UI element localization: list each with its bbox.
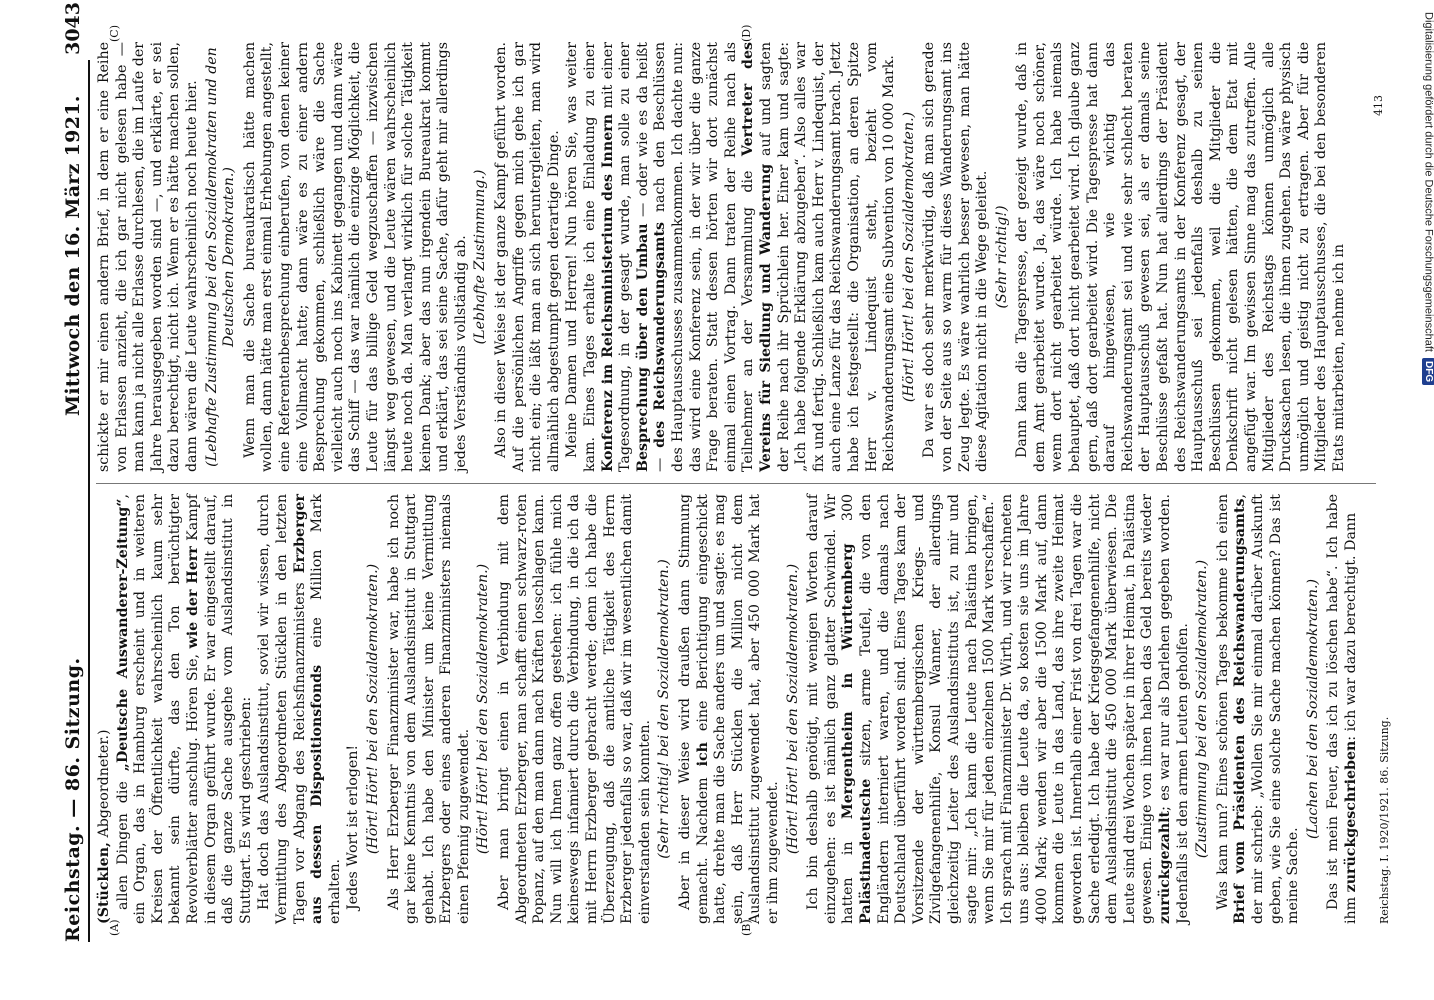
header-left: Reichstag. — 86. Sitzung. — [62, 657, 84, 942]
interjection-note: (Hört! Hört! bei den Sozialdemokraten.) — [475, 563, 492, 855]
interjection-note: (Hört! Hört! bei den Sozialdemokraten.) — [784, 563, 801, 855]
interjection-note: (Hört! Hört! bei den Sozialdemokraten.) — [364, 563, 381, 855]
interjection-note: (Lebhafte Zustimmung bei den Sozialdemokraten und den Deutschen Demokraten.) — [203, 47, 238, 467]
paragraph: Also in dieser Weise ist der ganze Kampf geführt worden. Auf die persönlichen Angriffe gegen mich gehe ich gar nicht ein; die läßt man an sich heruntergleiten, man wird allmählich abgestumpft gegen derartige Dinge. — [493, 42, 562, 472]
paragraph: (Stücklen, Abgeordneter.) — [96, 729, 112, 924]
margin-mark-d: (D) — [740, 24, 753, 42]
interjection-note: (Lachen bei den Sozialdemokraten.) — [1304, 578, 1321, 840]
header-right: Mittwoch den 16. März 1921. — [62, 95, 84, 416]
margin-mark-a: (A) — [108, 919, 121, 936]
page-number: 3043 — [62, 2, 84, 55]
paragraph: Das ist mein Feuer, das ich zu löschen habe“. Ich habe ihm zurückgeschrieben: ich war dazu berechtigt. Dann — [1325, 494, 1359, 924]
dfg-logo: DFG — [1422, 358, 1434, 385]
running-header — [56, 0, 90, 942]
margin-mark-b: (B) — [740, 919, 753, 936]
footer-page-marker: 413 — [1372, 95, 1385, 116]
header-rule — [88, 60, 90, 942]
paragraph: Ich bin deshalb genötigt, mit wenigen Worten darauf einzugehen: es ist nämlich ganz glatter Schwindel. Wir hatten in Mergentheim in Württemberg 300 Palästinadeutsche sitzen, arme Teufel, die von den Engländern interniert waren, und die damals nach Deutschland überführt worden sind. Eines Tages kam der Vorsitzende der württembergischen Kriegs- und Zivilgefangenenhilfe, Konsul Wanner, der allerdings gleichzeitig Leiter des Auslandsinstituts ist, zu mir und sagte mir: „Ich kann die Leute nach Palästina bringen, wenn Sie mir für jeden einzelnen 1500 Mark verschaffen.“ Ich sprach mit Finanzminister Dr. Wirth, und wir rechneten uns aus: bleiben die Leute da, so kosten sie uns im Jahre 4000 Mark; wenden wir aber die 1500 Mark auf, dann kommen die Leute in das Land, das ihre zweite Heimat geworden ist. Innerhalb einer Frist von drei Tagen war die Sache erledigt. Ich habe der Kriegsgefangenenhilfe, nicht dem Auslandsinstitut die 450 000 Mark überwiesen. Die Leute sind drei Wochen später in ihrer Heimat, in Palästina gewesen. Einige von ihnen haben das Geld bereits wieder zurückgezahlt; es war nur als Darlehen gegeben worden. Jedenfalls ist den armen Leuten geholfen. — [805, 493, 1191, 924]
footer-citation: Reichstag. I. 1920/1921. 86. Sitzung. — [1378, 716, 1391, 924]
interjection-note: (Lebhafte Zustimmung.) — [472, 169, 489, 345]
interjection-note: (Zustimmung bei den Sozialdemokraten.) — [1194, 559, 1211, 859]
column-divider — [96, 483, 1376, 484]
paragraph: Hat doch das Auslandsinstitut, soviel wir wissen, durch Vermittlung des Abgeordneten Stücklen in den letzten Tagen vor Abgang des Reichsfinanzministers Erzberger aus dessen Dispositionsfonds eine Million Mark erhalten. — [256, 493, 343, 924]
right-column — [96, 42, 1350, 472]
paragraph: schickte er mir einen andern Brief, in dem er eine Reihe von Erlassen anzieht, die ich gar nicht gelesen habe — man kann ja nicht alle Erlasse durchlesen, die im Laufe der Jahre herausgegeben worden sind —, und erklärte, er sei dazu berechtigt, nicht ich. Wenn er es hätte machen sollen, dann wären die Leute wahrscheinlich noch heute hier. — [96, 42, 200, 472]
left-column — [96, 494, 1362, 924]
credit-text: Digitalisierung gefördert durch die Deutsche Forschungsgemeinschaft — [1422, 12, 1434, 352]
paragraph: allen Dingen die „Deutsche Auswanderer-Zeitung“, ein Organ, das in Hamburg erscheint und in weiteren Kreisen der Öffentlichkeit wahrscheinlich kaum sehr bekannt sein dürfte, das den Ton berüchtigter Revolverblätter anschlug. Hören Sie, wie der Herr Kampf in diesem Organ geführt wurde. Er war eingestellt darauf, daß die ganze Sache ausgehe vom Auslandsinstitut in Stuttgart. Es wird geschrieben: — [114, 493, 254, 924]
interjection-note: (Sehr richtig! bei den Sozialdemokraten.) — [656, 559, 673, 859]
paragraph: Da war es doch sehr merkwürdig, daß man sich gerade von der Seite aus so warm für dieses Wanderungsamt ins Zeug legte. Es wäre wahrlich besser gewesen, man hätte diese Agitation nicht in die Wege geleitet. — [921, 42, 991, 472]
paragraph: Aber man bringt einen in Verbindung mit dem Abgeordneten Erzberger, man schafft einen schwarz-roten Popanz, auf den man dann nach Kräften losschlagen kann. Nun will ich Ihnen ganz offen gestehen: ich fühle mich keineswegs infamiert durch die Verbindung, in die ich da mit Herrn Erzberger gebracht werde; denn ich habe die Überzeugung, daß die amtliche Tätigkeit des Herrn Erzberger jedenfalls so war, daß wir im wesentlichen damit einverstanden sein konnten. — [496, 494, 653, 924]
paragraph: Aber in dieser Weise wird draußen dann Stimmung gemacht. Nachdem ich eine Berichtigung eingeschickt hatte, drehte man die Sache anders um und sagte: es mag sein, daß Herr Stücklen die Million nicht dem Auslandsinstitut zugewendet hat, aber 450 000 Mark hat er ihm zugewendet. — [677, 494, 781, 924]
interjection-note: (Sehr richtig!) — [993, 205, 1010, 309]
margin-mark-c: (C) — [108, 25, 121, 42]
digitization-credit — [1422, 12, 1434, 385]
interjection-note: (Hört! Hört! bei den Sozialdemokraten.) — [900, 111, 917, 403]
paragraph: Meine Damen und Herren! Nun hören Sie, was weiter kam. Eines Tages erhalte ich eine Einladung zu einer Konferenz im Reichsministerium des Innern mit einer Tagesordnung, in der gesagt wurde, man solle zu einer Besprechung über den Umbau — oder wie es da heißt — des Reichswanderungsamts nach den Beschlüssen des Hauptausschusses zusammenkommen. Ich dachte nun: das wird eine Konferenz sein, in der wir über die ganze Frage beraten. Statt dessen hörten wir dort zunächst einmal einen Vortrag. Dann traten der Reihe nach als Teilnehmer an der Versammlung die Vertreter des Vereins für Siedlung und Wanderung auf und sagten der Reihe nach ihr Sprüchlein her. Einer kam und sagte: „Ich habe folgende Erklärung abzugeben“. Also alles war fix und fertig. Schließlich kam auch Herr v. Lindequist, der auch eine Lanze für das Reichswanderungsamt brach. Jetzt habe ich festgestellt: die Organisation, an deren Spitze Herr v. Lindequist steht, bezieht vom Reichswanderungsamt eine Subvention von 10 000 Mark. — [564, 41, 898, 472]
paragraph: Dann kam die Tagespresse, der gezeigt wurde, daß in dem Amt gearbeitet wurde. Ja, das wäre noch schöner, wenn dort nicht gearbeitet würde. Ich habe niemals behauptet, daß dort nicht gearbeitet wird. Ich glaube ganz gern, daß dort gearbeitet wird. Die Tagespresse hat dann darauf hingewiesen, wie wichtig das Reichswanderungsamt sei und wie sehr schlecht beraten der Hauptausschuß gewesen sei, als er damals seine Beschlüsse gefaßt hat. Nun hat allerdings der Präsident des Reichswanderungsamts in der Konferenz gesagt, der Hauptausschuß sei jedenfalls deshalb zu seinen Beschlüssen gekommen, weil die Mitglieder die Denkschrift nicht gelesen hätten, die dem Etat mit angefügt war. Im gewissen Sinne mag das zutreffen. Alle Mitglieder des Reichstags können unmöglich alle Drucksachen lesen, die ihnen zugehen. Das wäre physisch unmöglich und geistig nicht zu ertragen. Aber für die Mitglieder des Hauptausschusses, die bei den besonderen Etats mitarbeiten, nehme ich in — [1014, 42, 1347, 472]
paragraph: Als Herr Erzberger Finanzminister war, habe ich noch gar keine Kenntnis von dem Auslandsinstitut in Stuttgart gehabt. Ich habe den Minister um keine Vermittlung Erzbergers oder eines anderen Finanzministers niemals einen Pfennig zugewendet. — [385, 494, 472, 924]
paragraph: Jedes Wort ist erlogen! — [345, 744, 362, 910]
paragraph: Wenn man die Sache bureaukratisch hätte machen wollen, dann hätte man erst einmal Erhebungen angestellt, eine Referentenbesprechung einberufen, von denen keiner eine Vollmacht hatte; dann wäre es zu einer andern Besprechung gekommen, schließlich wäre die Sache vielleicht auch noch ins Kabinett gegangen und dann wäre das Schiff — das war nämlich die einzige Möglichkeit, die Leute für das billige Geld wegzuschaffen — inzwischen längst weg gewesen, und die Leute wären wahrscheinlich heute noch da. Man verlangt wirklich für solche Tätigkeit keinen Dank; aber das nun irgendein Bureaukrat kommt und erklärt, das sei seine Sache, dafür geht mir allerdings jedes Verständnis vollständig ab. — [241, 42, 469, 472]
paragraph: Was kam nun? Eines schönen Tages bekomme ich einen Brief vom Präsidenten des Reichswanderungsamts, der mir schrieb: „Wollen Sie mir einmal darüber Auskunft geben, wie Sie eine solche Sache machen können? Das ist meine Sache. — [1214, 494, 1302, 924]
